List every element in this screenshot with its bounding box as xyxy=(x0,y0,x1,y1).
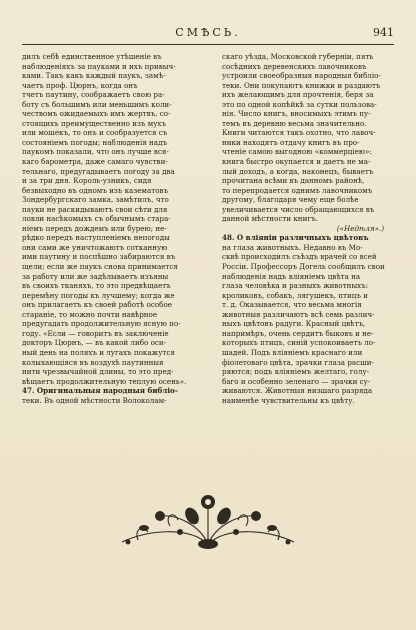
text-line: ныхъ цвѣтовъ радуги. Красный цвѣтъ, xyxy=(222,319,366,329)
text-line: пауки не раскидываютъ свои сѣти для xyxy=(22,204,168,214)
text-line: 48. О вліяніи различныхъ цвѣтовъ xyxy=(222,233,369,243)
text-line: сквѣ происходилъ съѣздъ врачей со всей xyxy=(222,252,377,262)
text-line: состояніемъ погоды; наблюденія надъ xyxy=(22,137,168,147)
header-rule xyxy=(22,44,394,45)
text-line: Книги читаются такъ охотно, что лавоч- xyxy=(222,128,376,138)
text-line: рѣдко передъ наступленіемъ непогоды xyxy=(22,233,170,243)
text-line: чествомъ ожидаемыхъ имъ жертвъ, со- xyxy=(22,109,171,119)
text-line: каго барометра, даже самаго чувстви- xyxy=(22,157,168,167)
text-line: Россіи. Профессоръ Догель сообщилъ свои xyxy=(222,262,385,272)
text-line: онъ прилагаетъ къ своей работѣ особое xyxy=(22,300,172,310)
text-line: фіолетоваго цвѣта, зрачки глаза расши- xyxy=(222,357,374,367)
text-line: ніемъ передъ дождемъ или бурею; не- xyxy=(22,223,167,233)
text-line: наблюденія надъ вліяніемъ цвѣта на xyxy=(222,271,361,281)
text-line: дилъ себѣ единственное утѣшеніе въ xyxy=(22,52,162,61)
text-line: на глаза животныхъ. Недавно въ Мо- xyxy=(222,242,363,252)
text-line: сосѣднихъ деревенскихъ лавочниковъ xyxy=(222,61,367,71)
text-line: стараніе, то можно почти навѣрное xyxy=(22,309,158,319)
text-line: увеличивается число обращающихся въ xyxy=(222,204,375,214)
text-line: вѣщаетъ продолжительную теплую осень». xyxy=(22,376,187,386)
text-line: это по одной копѣйкѣ за сутки пользова- xyxy=(222,99,377,109)
running-title: СМѢСЬ. xyxy=(175,26,241,39)
text-line: данной мѣстности книгъ. xyxy=(222,214,318,224)
text-line: теки. Они покупаютъ книжки и раздаютъ xyxy=(222,80,381,90)
text-line: баго и особенно зеленаго — зрачки су- xyxy=(222,376,371,386)
text-line: кроликовъ, собакъ, лягушекъ, птицъ и xyxy=(222,290,368,300)
text-line: устроили своеобразныя народныя библіо- xyxy=(222,71,381,81)
text-line: ники находятъ отдачу книгъ въ про- xyxy=(222,137,360,147)
right-text-column xyxy=(222,52,394,405)
text-line: паукомъ показали, что онъ лучше вся- xyxy=(22,147,169,157)
text-line: тельнаго, предугадываетъ погоду за два xyxy=(22,166,175,176)
page-header xyxy=(22,26,394,42)
text-line: скаго уѣзда, Московской губерніи, пять xyxy=(222,52,374,61)
text-line: чаетъ проф. Цюрнъ, когда онъ xyxy=(22,80,138,90)
text-line: которыхъ птицъ, синій успокоиваетъ ло- xyxy=(222,338,376,348)
page-number: 941 xyxy=(373,26,394,39)
text-line: и за три дня. Король-узникъ, сидя xyxy=(22,176,152,186)
text-line: напримѣръ, очень сердитъ быковъ и не- xyxy=(222,328,374,338)
text-line: перемѣну погоды къ лучшему; когда же xyxy=(22,290,175,300)
floral-tailpiece-icon xyxy=(108,486,308,554)
text-line: они сами же уничтожаютъ сотканную xyxy=(22,242,168,252)
text-line: докторъ Цюрнъ, — въ какой либо оси- xyxy=(22,338,167,348)
text-line: въ своихъ тканяхъ, то это предвѣщаетъ xyxy=(22,281,171,291)
text-line: нити чрезвычайной длины, то это пред- xyxy=(22,367,174,377)
text-line: глаза человѣка и разныхъ животныхъ: xyxy=(222,281,369,291)
text-line: безвыходно въ одномъ изъ казематовъ xyxy=(22,185,169,195)
left-text-column xyxy=(22,52,194,405)
text-line: колыхающіяся въ воздухѣ паутинныя xyxy=(22,357,164,367)
text-line: предугадать продолжительную ясную по- xyxy=(22,319,181,329)
text-line: стоящихъ преимущественно изъ мухъ xyxy=(22,118,167,128)
text-line: ихъ желающимъ для прочтенія, беря за xyxy=(222,90,374,100)
text-line: ими паутину и поспѣшно забираются въ xyxy=(22,252,176,262)
text-line: ный день на поляхъ и лугахъ покажутся xyxy=(22,347,175,357)
text-line: щели; если же паукъ снова принимается xyxy=(22,262,178,272)
text-line: теки. Въ одной мѣстности Волоколам- xyxy=(22,395,167,405)
text-line: ками. Такъ какъ каждый паукъ, замѣ- xyxy=(22,71,166,81)
text-line: то перепродается однимъ лавочникомъ xyxy=(222,185,373,195)
text-line: тчетъ паутину, соображаетъ свою ра- xyxy=(22,90,165,100)
text-line: боту съ большимъ или меньшимъ коли- xyxy=(22,99,172,109)
text-line: прочитана всѣми въ данномъ районѣ, xyxy=(222,176,365,186)
text-line: году. «Если — говоритъ въ заключеніе xyxy=(22,328,169,338)
text-line: за работу или же задѣлываетъ изъяны xyxy=(22,271,169,281)
text-line: т. д. Оказывается, что весьма многія xyxy=(222,300,362,310)
text-line: темъ въ деревню весьма значительно. xyxy=(222,118,367,128)
text-line: Зондербургскаго замка, замѣтилъ, что xyxy=(22,195,169,205)
text-line: наименѣе чувствительны къ цвѣту. xyxy=(222,395,355,405)
text-line: животныя различаютъ всѣ семь различ- xyxy=(222,309,375,319)
text-line: шадей. Подъ вліяніемъ краснаго или xyxy=(222,347,363,357)
text-line: живаются. Животныя низшаго разряда xyxy=(222,386,373,396)
text-line: наблюденіяхъ за пауками и ихъ привыч- xyxy=(22,61,176,71)
text-line: или мошекъ, то онъ и сообразуется съ xyxy=(22,128,168,138)
text-line: нія. Число книгъ, вносимыхъ этимъ пу- xyxy=(222,109,371,119)
text-line: чтеніе самою выгодною «коммерціею»: xyxy=(222,147,372,157)
text-line: лый доходъ, а когда, наконецъ, бываетъ xyxy=(222,166,374,176)
text-line: ловли насѣкомыхъ съ обычнымъ стара- xyxy=(22,214,171,224)
text-line: («Недѣля».) xyxy=(336,223,384,233)
text-line: книга быстро окупается и даетъ не ма- xyxy=(222,157,371,167)
text-line: ряются; подъ вліяніемъ желтаго, голу- xyxy=(222,367,369,377)
text-line: другому, благодаря чему еще болѣе xyxy=(222,195,359,205)
text-line: 47. Оригинальныя народныя библіо- xyxy=(22,386,178,396)
